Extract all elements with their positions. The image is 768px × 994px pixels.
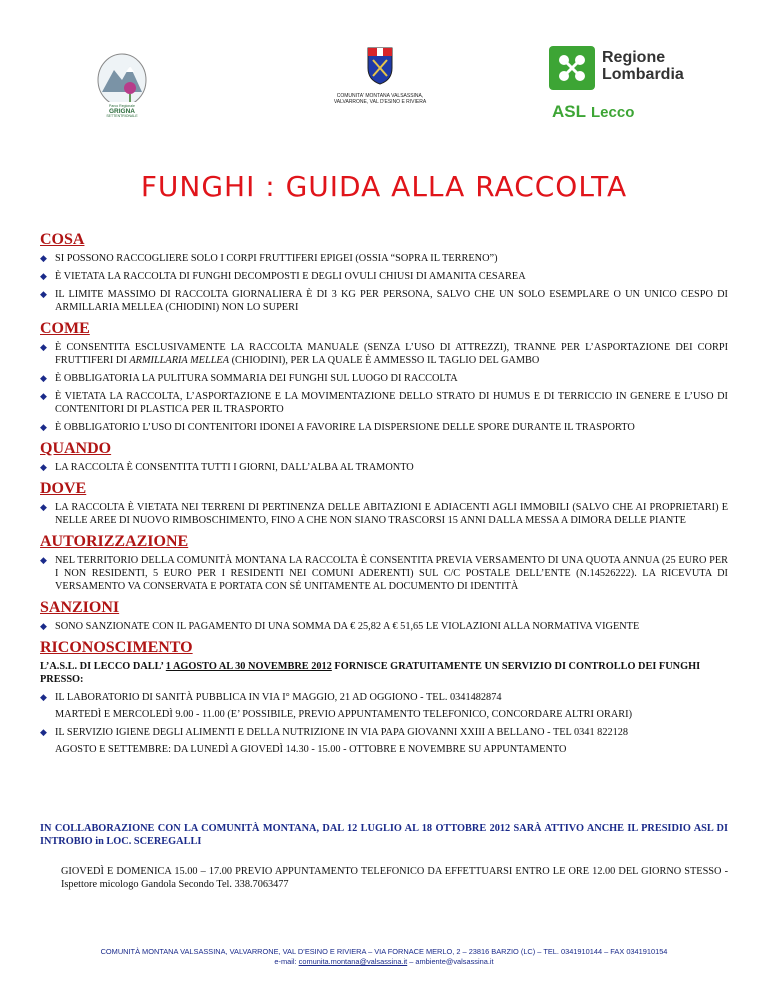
introbio-hours: GIOVEDÌ E DOMENICA 15.00 – 17.00 PREVIO APPUNTAMENTO TELEFONICO DA EFFETTUARSI ENTRO LE ORE 12.00 DEL GIORNO STESSO - Ispettore micologo Gandola Secondo Tel. 338.7063477 xyxy=(61,866,728,890)
sanzioni-list xyxy=(40,620,728,633)
diamond-bullet-icon: ◆ xyxy=(40,727,47,737)
diamond-bullet-icon: ◆ xyxy=(40,422,47,432)
diamond-bullet-icon: ◆ xyxy=(40,502,47,512)
species-name: ARMILLARIA MELLEA xyxy=(129,355,230,366)
regione-label: Regione xyxy=(602,49,666,66)
list-item: ◆ È VIETATA LA RACCOLTA DI FUNGHI DECOMPOSTI E DEGLI OVULI CHIUSI DI AMANITA CESAREA xyxy=(40,271,526,282)
diamond-bullet-icon: ◆ xyxy=(40,621,47,631)
list-item: ◆ IL LIMITE MASSIMO DI RACCOLTA GIORNALIERA È DI 3 KG PER PERSONA, SALVO CHE UN SOLO ESEMPLARE O UN UNICO CESPO DI ARMILLARIA MELLEA (CHIODINI) NON LO SUPERI xyxy=(40,289,728,313)
footer-contacts: e-mail: comunita.montana@valsassina.it – ambiente@valsassina.it xyxy=(274,957,494,966)
page-title: FUNGHI : GUIDA ALLA RACCOLTA xyxy=(140,170,628,203)
asl-lecco-label xyxy=(552,102,634,122)
section-heading-cosa: COSA xyxy=(40,231,85,248)
section-heading-autorizzazione: AUTORIZZAZIONE xyxy=(40,533,189,550)
cosa-list xyxy=(40,252,728,314)
list-item: ◆ IL LABORATORIO DI SANITÀ PUBBLICA IN VIA I° MAGGIO, 21 AD OGGIONO - TEL. 0341482874 xyxy=(40,692,502,703)
coat-of-arms-icon xyxy=(366,46,394,86)
location-name: in LOC. SCEREGALLI xyxy=(95,836,202,847)
diamond-bullet-icon: ◆ xyxy=(40,253,47,263)
diamond-bullet-icon: ◆ xyxy=(40,373,47,383)
header-logos xyxy=(0,0,768,140)
diamond-bullet-icon: ◆ xyxy=(40,462,47,472)
list-item: ◆ NEL TERRITORIO DELLA COMUNITÀ MONTANA LA RACCOLTA È CONSENTITA PREVIA VERSAMENTO DI UNA QUOTA ANNUA (25 EURO PER I NON RESIDENTI, 5 EURO PER I RESIDENTI NEI COMUNI ADERENTI) SUL C/C POSTALE DELL’ENTE (N.14526222). LA RICEVUTA DI VERSAMENTO VA CONSERVATA E PORTATA CON SÉ UNITAMENTE AL DOCUMENTO DI IDENTITÀ xyxy=(40,555,728,592)
dove-list xyxy=(40,501,728,527)
lombardia-label: Lombardia xyxy=(602,66,684,83)
diamond-bullet-icon: ◆ xyxy=(40,692,47,702)
section-heading-dove: DOVE xyxy=(40,480,87,497)
svg-text:SETTENTRIONALE: SETTENTRIONALE xyxy=(106,114,138,118)
svg-text:GRIGNA: GRIGNA xyxy=(109,108,135,115)
email-link[interactable]: comunita.montana@valsassina.it xyxy=(298,957,408,966)
section-heading-riconoscimento: RICONOSCIMENTO xyxy=(40,639,193,656)
list-item: ◆ LA RACCOLTA È VIETATA NEI TERRENI DI PERTINENZA DELLE ABITAZIONI E ADIACENTI AGLI IMMOBILI (SALVO CHE AI PROPRIETARI) E NELLE AREE DI NUOVO RIMBOSCHIMENTO, FINO A CHE NON SIANO TRASCORSI 15 ANNI DALLA MESSA A DIMORA DELLE PIANTE xyxy=(40,502,728,526)
riconoscimento-list xyxy=(40,691,728,704)
list-item: ◆ È CONSENTITA ESCLUSIVAMENTE LA RACCOLTA MANUALE (SENZA L’USO DI ATTREZZI), TRANNE PER L’ASPORTAZIONE DEI CORPI FRUTTIFERI DI ARMILLARIA MELLEA (CHIODINI), PER LA QUALE È AMMESSO IL TAGLIO DEL GAMBO xyxy=(40,342,728,366)
list-item: ◆ IL SERVIZIO IGIENE DEGLI ALIMENTI E DELLA NUTRIZIONE IN VIA PAPA GIOVANNI XXIII A BELLANO - TEL 0341 822128 xyxy=(40,727,629,738)
regione-lombardia-logo xyxy=(549,46,689,126)
riconoscimento-intro: L’A.S.L. DI LECCO DALL’ 1 AGOSTO AL 30 NOVEMBRE 2012 FORNISCE GRATUITAMENTE UN SERVIZIO DI CONTROLLO DEI FUNGHI PRESSO: xyxy=(40,661,701,685)
service-dates: 1 AGOSTO AL 30 NOVEMBRE 2012 xyxy=(165,661,332,672)
asl-text: ASL xyxy=(552,102,586,121)
section-heading-quando: QUANDO xyxy=(40,440,112,457)
page-footer xyxy=(0,947,768,967)
main-content xyxy=(40,230,728,761)
diamond-bullet-icon: ◆ xyxy=(40,555,47,565)
diamond-bullet-icon: ◆ xyxy=(40,391,47,401)
list-item: ◆ SI POSSONO RACCOGLIERE SOLO I CORPI FRUTTIFERI EPIGEI (OSSIA “SOPRA IL TERRENO”) xyxy=(40,253,498,264)
parco-grigna-logo xyxy=(92,52,152,118)
list-item: ◆ LA RACCOLTA È CONSENTITA TUTTI I GIORNI, DALL’ALBA AL TRAMONTO xyxy=(40,462,414,473)
diamond-bullet-icon: ◆ xyxy=(40,289,47,299)
list-item: ◆ È OBBLIGATORIA LA PULITURA SOMMARIA DEI FUNGHI SUL LUOGO DI RACCOLTA xyxy=(40,373,458,384)
section-heading-sanzioni: SANZIONI xyxy=(40,599,120,616)
bellano-hours: AGOSTO E SETTEMBRE: DA LUNEDÌ A GIOVEDÌ 14.30 - 15.00 - OTTOBRE E NOVEMBRE SU APPUNTAMENTO xyxy=(55,744,567,755)
collaboration-notice: IN COLLABORAZIONE CON LA COMUNITÀ MONTANA, DAL 12 LUGLIO AL 18 OTTOBRE 2012 SARÀ ATTIVO ANCHE IL PRESIDIO ASL DI INTROBIO in LOC. SCEREGALLI xyxy=(40,823,728,847)
list-item: ◆ SONO SANZIONATE CON IL PAGAMENTO DI UNA SOMMA DA € 25,82 A € 51,65 LE VIOLAZIONI ALLA NORMATIVA VIGENTE xyxy=(40,621,640,632)
comunita-montana-logo xyxy=(330,46,430,126)
comunita-montana-caption: COMUNITA' MONTANA VALSASSINA, VALVARRONE, VAL D'ESINO E RIVIERA xyxy=(333,93,427,105)
list-item: ◆ È OBBLIGATORIO L’USO DI CONTENITORI IDONEI A FAVORIRE LA DISPERSIONE DELLE SPORE DURANTE IL TRASPORTO xyxy=(40,422,635,433)
svg-text:Parco Regionale: Parco Regionale xyxy=(109,104,135,108)
oggiono-hours: MARTEDÌ E MERCOLEDÌ 9.00 - 11.00 (E’ POSSIBILE, PREVIO APPUNTAMENTO TELEFONICO, CONCORDARE ALTRI ORARI) xyxy=(55,709,633,720)
diamond-bullet-icon: ◆ xyxy=(40,342,47,352)
diamond-bullet-icon: ◆ xyxy=(40,271,47,281)
quando-list xyxy=(40,461,728,474)
lecco-text: Lecco xyxy=(591,104,635,121)
regione-lombardia-mark-icon xyxy=(549,46,595,90)
riconoscimento-list-2 xyxy=(40,726,728,739)
footer-address: COMUNITÀ MONTANA VALSASSINA, VALVARRONE, VAL D’ESINO E RIVIERA – VIA FORNACE MERLO, 2 – 23816 BARZIO (LC) – TEL. 0341910144 – FAX 0341910154 xyxy=(100,947,668,956)
list-item: ◆ È VIETATA LA RACCOLTA, L’ASPORTAZIONE E LA MOVIMENTAZIONE DELLO STRATO DI HUMUS E DI TERRICCIO IN GENERE E L’USO DI CONTENITORI DI PLASTICA PER IL TRASPORTO xyxy=(40,391,728,415)
autorizzazione-list xyxy=(40,554,728,593)
come-list xyxy=(40,341,728,434)
regione-lombardia-name xyxy=(602,49,684,83)
section-heading-come: COME xyxy=(40,320,90,337)
